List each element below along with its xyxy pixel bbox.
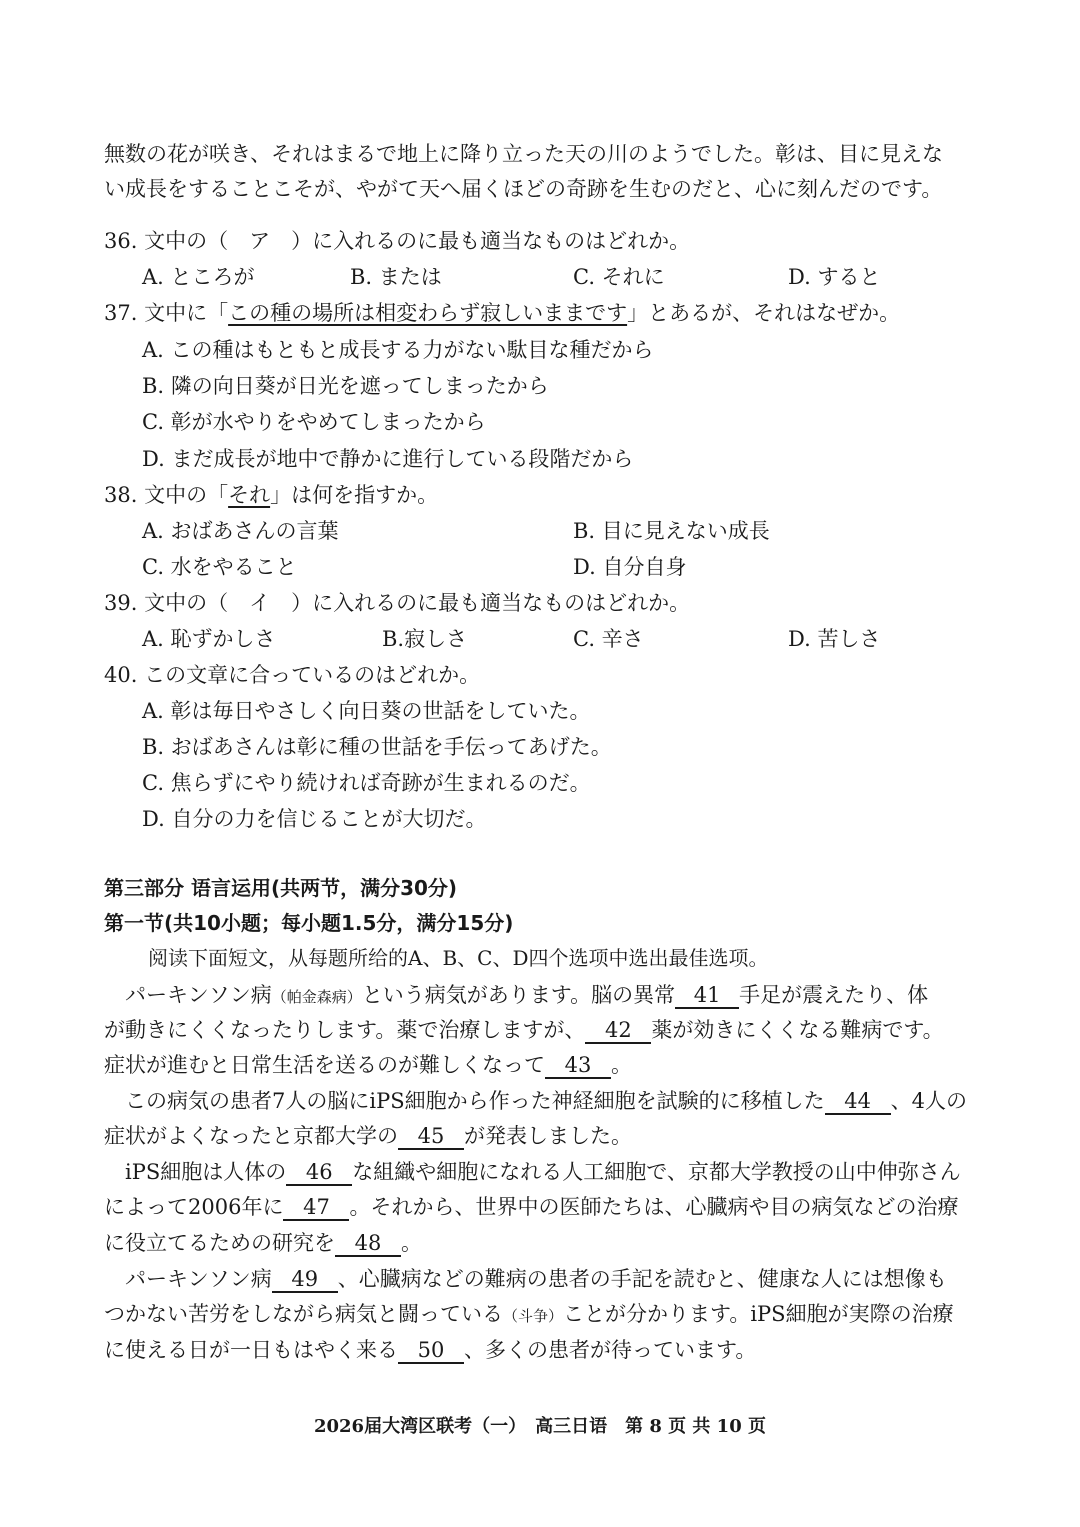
cloze-text: 手足が震えたり、体 [739, 983, 929, 1007]
cloze-text: 、心臓病などの難病の患者の手記を読むと、健康な人には想像も [337, 1267, 947, 1291]
option-b: B. 目に見えない成長 [573, 519, 770, 543]
cloze-text: によって2006年に [104, 1195, 284, 1219]
cloze-text: に役立てるための研究を [104, 1231, 335, 1255]
question-39 [104, 588, 690, 618]
option-b: B. または [350, 265, 442, 289]
blank-50: 50 [398, 1338, 464, 1364]
option-a: A. この種はもともと成長する力がない駄目な種だから [142, 338, 654, 362]
option-d: D. まだ成長が地中で静かに進行している段階だから [142, 447, 634, 471]
question-37 [104, 298, 900, 328]
cloze-line [104, 1335, 756, 1365]
question-stem: ）に入れるのに最も適当なものはどれか。 [270, 591, 691, 615]
quoted-phrase: それ [228, 483, 271, 507]
option-b: B. おばあさんは彰に種の世話を手伝ってあげた。 [142, 735, 612, 759]
cloze-line [125, 980, 928, 1012]
option-d: D. 自分自身 [573, 555, 687, 579]
blank-49: 49 [272, 1267, 338, 1293]
instruction: 阅读下面短文，从每题所给的A、B、C、D四个选项中选出最佳选项。 [148, 946, 769, 970]
cloze-text: ことが分かります。iPS細胞が実際の治療 [563, 1302, 954, 1326]
question-stem: 」は何を指すか。 [270, 483, 439, 507]
quoted-phrase: この種の場所は相変わらず寂しいままです [228, 301, 628, 325]
passage-line: い成長をすることこそが、やがて天へ届くほどの奇跡を生むのだと、心に刻んだのです。 [104, 177, 943, 201]
cloze-line [104, 1050, 632, 1080]
question-stem: 」とあるが、それはなぜか。 [627, 301, 901, 325]
option-c: C. 彰が水やりをやめてしまったから [142, 410, 486, 434]
option-d: D. すると [788, 265, 881, 289]
cloze-text: に使える日が一日もはやく来る [104, 1338, 398, 1362]
blank-mark: イ [249, 591, 271, 615]
blank-41: 41 [675, 983, 739, 1009]
option-c: C. 焦らずにやり続ければ奇跡が生まれるのだ。 [142, 771, 591, 795]
option-d: D. 苦しさ [788, 627, 881, 651]
question-number: 39. [104, 591, 138, 615]
option-b: B. 隣の向日葵が日光を遮ってしまったから [142, 374, 549, 398]
question-number: 40. [104, 663, 138, 687]
blank-45: 45 [398, 1124, 464, 1150]
chinese-note: （斗争） [503, 1307, 564, 1325]
question-stem: この文章に合っているのはどれか。 [144, 663, 481, 687]
page-footer: 2026届大湾区联考（一） 高三日语 第 8 页 共 10 页 [313, 1416, 766, 1437]
question-number: 37. [104, 301, 138, 325]
question-40 [104, 660, 480, 690]
cloze-text: 、多くの患者が待っています。 [464, 1338, 757, 1362]
question-number: 38. [104, 483, 138, 507]
option-c: C. 水をやること [142, 555, 297, 579]
blank-mark: ア [249, 229, 271, 253]
question-stem: 文中の「 [144, 483, 229, 507]
cloze-text: 症状がよくなったと京都大学の [104, 1124, 398, 1148]
question-number: 36. [104, 229, 138, 253]
subsection-heading: 第一节(共10小题；每小题1.5分，满分15分) [104, 911, 514, 935]
option-c: C. それに [573, 265, 665, 289]
cloze-text: 、4人の [890, 1089, 967, 1113]
option-a: A. おばあさんの言葉 [142, 519, 339, 543]
cloze-line [104, 1228, 422, 1258]
blank-47: 47 [283, 1195, 349, 1221]
question-38 [104, 480, 438, 510]
option-b: B.寂しさ [382, 627, 468, 651]
option-d: D. 自分の力を信じることが大切だ。 [142, 807, 487, 831]
cloze-line [104, 1015, 944, 1045]
question-stem: 文中の（ [144, 591, 250, 615]
question-stem: 文中に「 [144, 301, 229, 325]
cloze-text: 。 [401, 1231, 422, 1255]
cloze-line [104, 1121, 632, 1151]
cloze-text: iPS細胞は人体の [125, 1160, 287, 1184]
cloze-text: 薬が効きにくくなる難病です。 [651, 1018, 944, 1042]
cloze-text: という病気があります。脳の異常 [361, 983, 676, 1007]
cloze-line [104, 1192, 958, 1222]
blank-48: 48 [335, 1231, 401, 1257]
section-heading: 第三部分 语言运用(共两节，满分30分) [104, 876, 458, 900]
question-36 [104, 226, 690, 256]
cloze-text: 。それから、世界中の医師たちは、心臓病や目の病気などの治療 [349, 1195, 959, 1219]
cloze-line [104, 1299, 954, 1331]
cloze-text: つかない苦労をしながら病気と闘っている [104, 1302, 503, 1326]
chinese-note: （帕金森病） [271, 988, 362, 1006]
option-a: A. ところが [142, 265, 255, 289]
cloze-text: な組織や細胞になれる人工細胞で、京都大学教授の山中伸弥さん [352, 1160, 961, 1184]
cloze-text: パーキンソン病 [125, 983, 272, 1007]
blank-46: 46 [286, 1160, 352, 1186]
question-stem: ）に入れるのに最も適当なものはどれか。 [270, 229, 691, 253]
blank-43: 43 [545, 1053, 611, 1079]
blank-42: 42 [585, 1018, 651, 1044]
cloze-text: が動きにくくなったりします。薬で治療しますが、 [104, 1018, 586, 1042]
cloze-text: パーキンソン病 [125, 1267, 272, 1291]
cloze-text: 。 [611, 1053, 632, 1077]
passage-line: 無数の花が咲き、それはまるで地上に降り立った天の川のようでした。彰は、目に見えな [104, 142, 943, 166]
cloze-text: 症状が進むと日常生活を送るのが難しくなって [104, 1053, 545, 1077]
option-a: A. 彰は毎日やさしく向日葵の世話をしていた。 [142, 699, 591, 723]
cloze-line [125, 1086, 967, 1116]
option-c: C. 辛さ [573, 627, 644, 651]
cloze-line [125, 1264, 947, 1294]
cloze-text: この病気の患者7人の脳にiPS細胞から作った神経細胞を試験的に移植した [125, 1089, 825, 1113]
blank-44: 44 [825, 1089, 891, 1115]
option-a: A. 恥ずかしさ [142, 627, 276, 651]
cloze-text: が発表しました。 [464, 1124, 632, 1148]
cloze-line [125, 1157, 961, 1187]
question-stem: 文中の（ [144, 229, 250, 253]
